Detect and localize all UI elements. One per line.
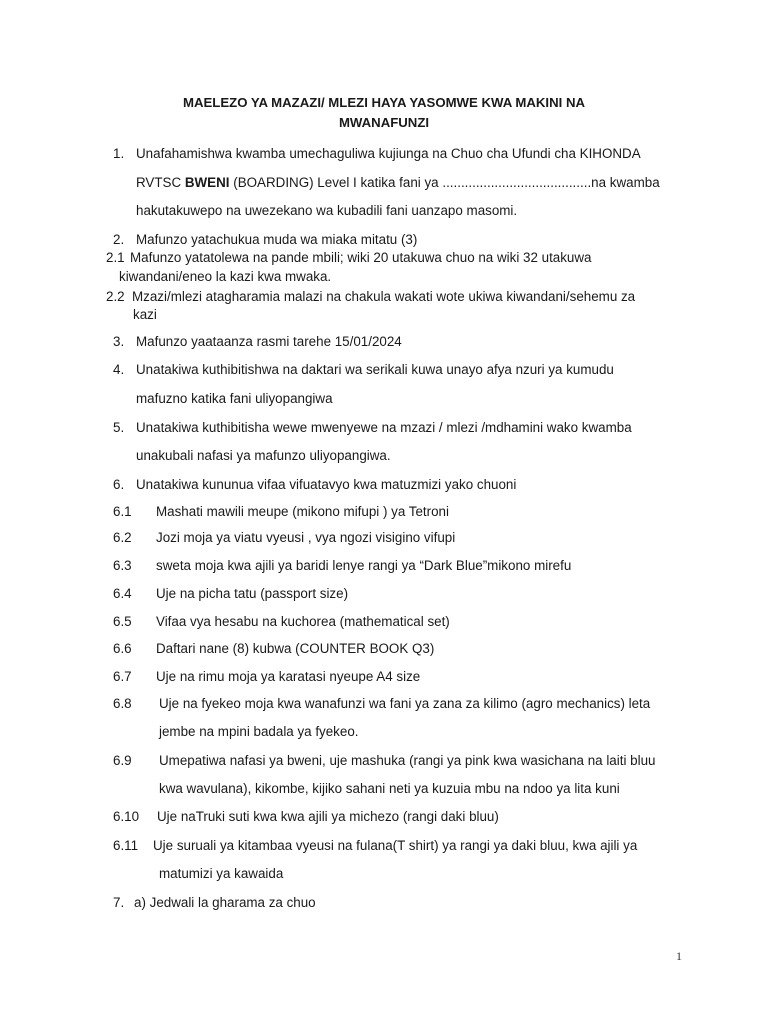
item-6-5-text: Vifaa vya hesabu na kuchorea (mathematical set) [156,614,450,629]
item-6-11-number: 6.11 [113,838,139,853]
item-6-6-number: 6.6 [113,641,132,656]
item-6-10-text: Uje naTruki suti kwa kwa ajili ya michezo (rangi daki bluu) [157,809,499,824]
item-7-text: a) Jedwali la gharama za chuo [134,895,316,910]
item-6-7-text: Uje na rimu moja ya karatasi nyeupe A4 size [156,669,421,684]
title-line-1: MAELEZO YA MAZAZI/ MLEZI HAYA YASOMWE KWA MAKINI NA [183,95,585,110]
item-7-number: 7. [113,895,125,910]
title-line-2: MWANAFUNZI [338,115,430,130]
item-6-8-line-1: Uje na fyekeo moja kwa wanafunzi wa fani ya zana za kilimo (agro mechanics) leta [159,696,651,711]
item-6-3-number: 6.3 [113,558,132,573]
item-2-1-line-1: Mafunzo yatatolewa na pande mbili; wiki 20 utakuwa chuo na wiki 32 utakuwa [130,250,592,265]
item-4-number: 4. [113,362,125,377]
item-6-10-number: 6.10 [113,809,140,824]
item-2-1-line-2: kiwandani/eneo la kazi kwa mwaka. [119,269,332,284]
page-number: 1 [676,949,682,963]
item-6-2-number: 6.2 [113,530,132,545]
item-4-line-1: Unatakiwa kuthibitishwa na daktari wa serikali kuwa unayo afya nzuri ya kumudu [136,362,614,377]
item-2-2-line-1: Mzazi/mlezi atagharamia malazi na chakula wakati wote ukiwa kiwandani/sehemu za [132,289,636,304]
item-1-line-2-bold: BWENI [184,175,230,190]
item-6-1-text: Mashati mawili meupe (mikono mifupi ) ya Tetroni [156,504,449,519]
item-2-1-number: 2.1 [106,250,125,265]
item-5-line-2: unakubali nafasi ya mafunzo uliyopangiwa. [136,448,391,463]
item-1-line-2-pre: RVTSC [136,175,185,190]
item-6-4-text: Uje na picha tatu (passport size) [156,586,349,601]
item-6-8-line-2: jembe na mpini badala ya fyekeo. [159,724,359,739]
item-6-9-line-1: Umepatiwa nafasi ya bweni, uje mashuka (rangi ya pink kwa wasichana na laiti bluu [159,753,656,768]
item-6-1-number: 6.1 [113,504,132,519]
item-6-3-text: sweta moja kwa ajili ya baridi lenye rangi ya “Dark Blue”mikono mirefu [156,558,572,573]
item-6-9-number: 6.9 [113,753,132,768]
item-2-text: Mafunzo yatachukua muda wa miaka mitatu (3) [136,232,418,247]
item-1-line-1: Unafahamishwa kwamba umechaguliwa kujiunga na Chuo cha Ufundi cha KIHONDA [136,146,641,161]
item-5-number: 5. [113,420,125,435]
item-1-number: 1. [113,146,125,161]
item-6-7-number: 6.7 [113,669,132,684]
item-2-number: 2. [113,232,125,247]
item-3-number: 3. [113,334,125,349]
item-6-2-text: Jozi moja ya viatu vyeusi , vya ngozi visigino vifupi [156,530,456,545]
item-6-9-line-2: kwa wavulana), kikombe, kijiko sahani neti ya kuzuia mbu na ndoo ya lita kuni [159,781,620,796]
item-6-number: 6. [113,477,125,492]
item-6-11-line-1: Uje suruali ya kitambaa vyeusi na fulana(T shirt) ya rangi ya daki bluu, kwa ajili ya [153,838,638,853]
item-2-2-line-2: kazi [133,307,157,322]
item-1-line-2 [136,175,660,191]
item-1-line-3: hakutakuwepo na uwezekano wa kubadili fani uanzapo masomi. [136,203,518,218]
item-4-line-2: mafuzno katika fani uliyopangiwa [136,391,333,406]
item-5-line-1: Unatakiwa kuthibitisha wewe mwenyewe na mzazi / mlezi /mdhamini wako kwamba [136,420,632,435]
item-6-text: Unatakiwa kununua vifaa vifuatavyo kwa matuzmizi yako chuoni [136,477,517,492]
item-2-2-number: 2.2 [106,289,125,304]
item-6-5-number: 6.5 [113,614,132,629]
item-3-text: Mafunzo yaataanza rasmi tarehe 15/01/2024 [136,334,402,349]
item-6-4-number: 6.4 [113,586,132,601]
item-6-11-line-2: matumizi ya kawaida [159,866,284,881]
item-1-line-2-post: (BOARDING) Level I katika fani ya ........................................na kwamba [229,175,660,190]
item-6-6-text: Daftari nane (8) kubwa (COUNTER BOOK Q3) [156,641,435,656]
item-6-8-number: 6.8 [113,696,132,711]
